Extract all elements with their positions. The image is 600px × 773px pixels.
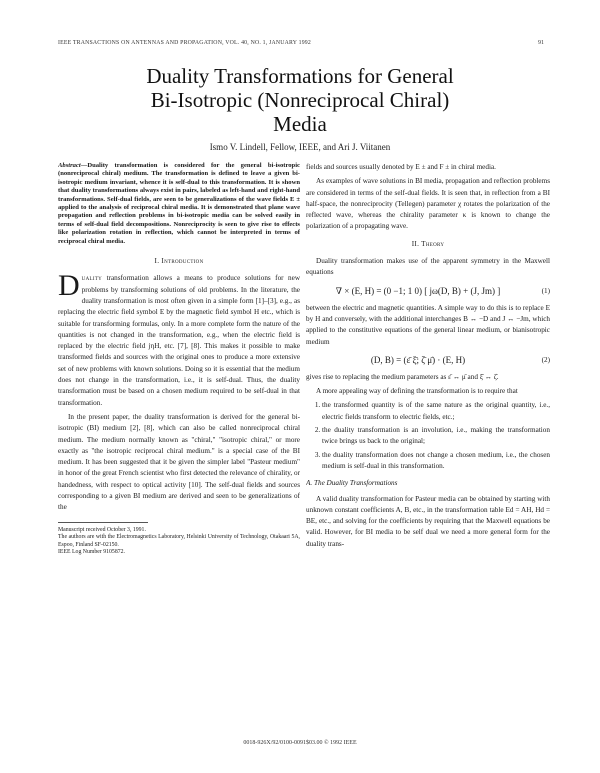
running-head: IEEE TRANSACTIONS ON ANTENNAS AND PROPAGATION, VOL. 40, NO. 1, JANUARY 1992 [58, 40, 312, 46]
requirement-list [306, 400, 550, 472]
body-paragraph: fields and sources usually denoted by E ± and F ± in chiral media. [306, 163, 496, 171]
drop-cap: D [58, 269, 80, 303]
body-paragraph: A more appealing way of defining the transformation is to require that [316, 387, 518, 396]
abstract [58, 162, 300, 246]
title-line: Media [273, 112, 327, 136]
author-line: Ismo V. Lindell, Fellow, IEEE, and Ari J. Viitanen [209, 142, 391, 152]
intro-paragraph [58, 269, 300, 409]
intro-paragraph-2: In the present paper, the duality transformation is derived for the general bi-isotropic (BI) medium [2], [8], which can also be called nonreciprocal chiral medium. The medium normally known as "chiral," "isotropic chiral," or more exactly as "the isotropic reciprocal chiral medium." is a special case of the BI medium. It has been suggested that it be given the simpler label "Pasteur medium" in honor of the great French scientist who first detected the relevance of chirality, or handedness, with respect to optical activity [10]. The self-dual fields and sources corresponding to a given BI medium are derived and seen to be generalizations of the [58, 412, 300, 512]
copyright-line: 0018-926X/92/0100-0091$03.00 © 1992 IEEE [243, 740, 357, 746]
footnote [58, 522, 300, 557]
abstract-text: —Duality transformation is considered for the general bi-isotropic (nonreciprocal chiral) medium. The transformation is defined to leave a given bi-isotropic medium invariant, whence it is self-dual to this transformation. It is shown that duality transformations always exist in pairs, labeled as left-hand and right-hand transformations. Self-dual fields, are seen to be generalizations of the wave fields E ± applied to the analysis of reciprocal chiral media. It is demonstrated that plane wave propagation and reflection problems in bi-isotropic media can be solved easily in terms of self-dual field decompositions. Nonreciprocity is seen to give rise to effects like polarization rotation in reflection, which cannot be interpreted in terms of reciprocal chiral media. [58, 162, 300, 245]
title-line: Duality Transformations for General [146, 64, 454, 88]
equation-1 [306, 285, 550, 297]
body-paragraph: between the electric and magnetic quantities. A simple way to do this is to replace E by H and conversely, with the additional interchanges B ↔ −D and J ↔ −Jm, which applied to the constitutive equations of the general linear medium, or bianisotropic medium [306, 303, 550, 346]
title-line: Bi-Isotropic (Nonreciprocal Chiral) [150, 88, 450, 112]
intro-first-word: uality [81, 274, 103, 283]
abstract-label: Abstract [58, 162, 81, 169]
section-heading-theory: II. Theory [411, 239, 445, 248]
footnote-line: IEEE Log Number 9105872. [58, 549, 125, 556]
body-paragraph: As examples of wave solutions in BI media, propagation and reflection problems are considered in terms of the self-dual fields. It is seen that, in reflection from a BI half-space, the nonreciprocity (Tellegen) parameter χ rotates the polarization of the reflected wave, whereas the chirality parameter κ is known to change the polarization of a propagating wave. [306, 177, 550, 231]
body-paragraph: A valid duality transformation for Pasteur media can be obtained by starting with unknown constant coefficients A, B, etc., in the transformation table Ed = AH, Hd = BE, etc., and solving for the coefficients by requiring that the Maxwell equations be valid. However, for BI media to be self dual we need a more general form for the duality trans- [306, 494, 550, 548]
list-item: 2. the duality transformation is an involution, i.e., making the transformation twice brings us back to the original; [322, 425, 550, 448]
paper-title [100, 64, 500, 136]
equation-number: (1) [541, 286, 550, 295]
equation-body: ∇ × (E, H) = (0 −1; 1 0) [ jω(D, B) + (J, Jm) ] [335, 285, 501, 296]
page-number: 91 [538, 40, 544, 46]
list-item: 1. the transformed quantity is of the same nature as the original quantity, i.e., electric fields transform to electric fields, etc.; [322, 400, 550, 423]
left-column [58, 162, 300, 722]
body-paragraph: Duality transformation makes use of the apparent symmetry in the Maxwell equations [306, 257, 550, 277]
body-paragraph: gives rise to replacing the medium parameters as ε̄ ↔ μ̄ and ξ̄ ↔ ζ̄. [306, 372, 499, 381]
footnote-line: Manuscript received October 3, 1991. [58, 526, 146, 533]
subsection-heading: A. The Duality Transformations [306, 479, 398, 488]
list-item: 3. the duality transformation does not change a chosen medium, i.e., the chosen medium is self-dual in this transformation. [322, 450, 550, 473]
equation-number: (2) [541, 355, 550, 364]
equation-body: (D, B) = (ε̄ ξ̄; ζ̄ μ̄) · (E, H) [370, 354, 466, 365]
right-column [306, 162, 550, 722]
equation-2 [306, 354, 550, 366]
intro-paragraph-text: transformation allows a means to produce solutions for new problems by transforming solutions of old problems. In the literature, the duality transformation is most often given in a simple form [1]–[3], e.g., as replacing the electric field symbol E by the magnetic field symbol H etc., which is suitable for transforming formulas, only. In a more complete form the nature of the quantities is not changed in the transformation, e.g., when the electric field is replaced by the electric field jηH, etc. [7], [8]. This makes it possible to make transformed fields and sources with the original ones to produce a more extensive set of new problems with known solutions. Doing so it is essential that the medium does not change in the transformation, i.e., it is self-dual. Thus, the duality transformation must be based on a chosen medium required to be self-dual in that transformation. [58, 274, 300, 407]
footnote-line: The authors are with the Electromagnetics Laboratory, Helsinki University of Technology, Otakaari 5A, Espoo, Finland SF-02150. [58, 534, 300, 548]
section-heading-introduction: I. Introduction [154, 257, 204, 266]
